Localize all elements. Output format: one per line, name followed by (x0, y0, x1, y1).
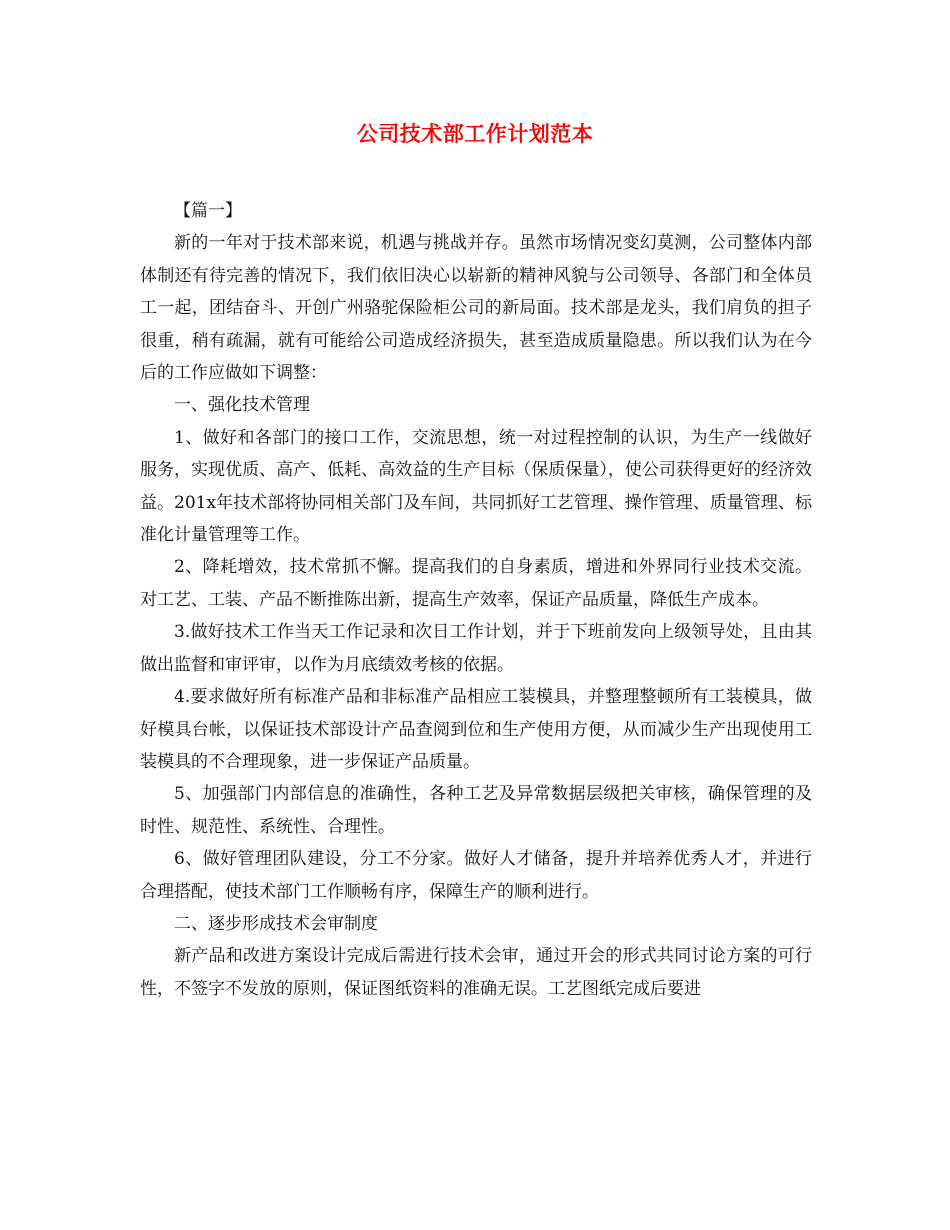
paragraph-item-6: 6、做好管理团队建设，分工不分家。做好人才储备，提升并培养优秀人才，并进行合理搭配，使技术部门工作顺畅有序，保障生产的顺利进行。 (140, 849, 812, 902)
paragraph-item-5: 5、加强部门内部信息的准确性，各种工艺及异常数据层级把关审核，确保管理的及时性、规范性、系统性、合理性。 (140, 784, 812, 837)
paragraph-intro: 新的一年对于技术部来说，机遇与挑战并存。虽然市场情况变幻莫测，公司整体内部体制还有待完善的情况下，我们依旧决心以崭新的精神风貌与公司领导、各部门和全体员工一起，团结奋斗、开创广州骆驼保险柜公司的新局面。技术部是龙头，我们肩负的担子很重，稍有疏漏，就有可能给公司造成经济损失，甚至造成质量隐患。所以我们认为在今后的工作应做如下调整： (140, 233, 812, 384)
paragraph-item-2: 2、降耗增效，技术常抓不懈。提高我们的自身素质，增进和外界同行业技术交流。对工艺、工装、产品不断推陈出新，提高生产效率，保证产品质量，降低生产成本。 (140, 557, 812, 610)
document-body (140, 195, 812, 1005)
paragraph-item-1: 1、做好和各部门的接口工作，交流思想，统一对过程控制的认识，为生产一线做好服务，实现优质、高产、低耗、高效益的生产目标（保质保量），使公司获得更好的经济效益。201x年技术部将协同相关部门及车间，共同抓好工艺管理、操作管理、质量管理、标准化计量管理等工作。 (140, 427, 812, 546)
paragraph-item-3: 3.做好技术工作当天工作记录和次日工作计划，并于下班前发向上级领导处，且由其做出监督和审评审，以作为月底绩效考核的依据。 (140, 622, 812, 675)
paragraph-item-4: 4.要求做好所有标准产品和非标准产品相应工装模具，并整理整顿所有工装模具，做好模具台帐，以保证技术部设计产品查阅到位和生产使用方便，从而减少生产出现使用工装模具的不合理现象，进一步保证产品质量。 (140, 687, 812, 772)
section-heading-technical-review: 二、逐步形成技术会审制度 (174, 913, 378, 934)
document-title: 公司技术部工作计划范本 (356, 121, 594, 146)
paragraph-review: 新产品和改进方案设计完成后需进行技术会审，通过开会的形式共同讨论方案的可行性，不签字不发放的原则，保证图纸资料的准确无误。工艺图纸完成后要进 (140, 946, 812, 999)
section-heading-part-one: 【篇一】 (174, 201, 242, 221)
section-heading-technical-management: 一、强化技术管理 (174, 395, 310, 416)
